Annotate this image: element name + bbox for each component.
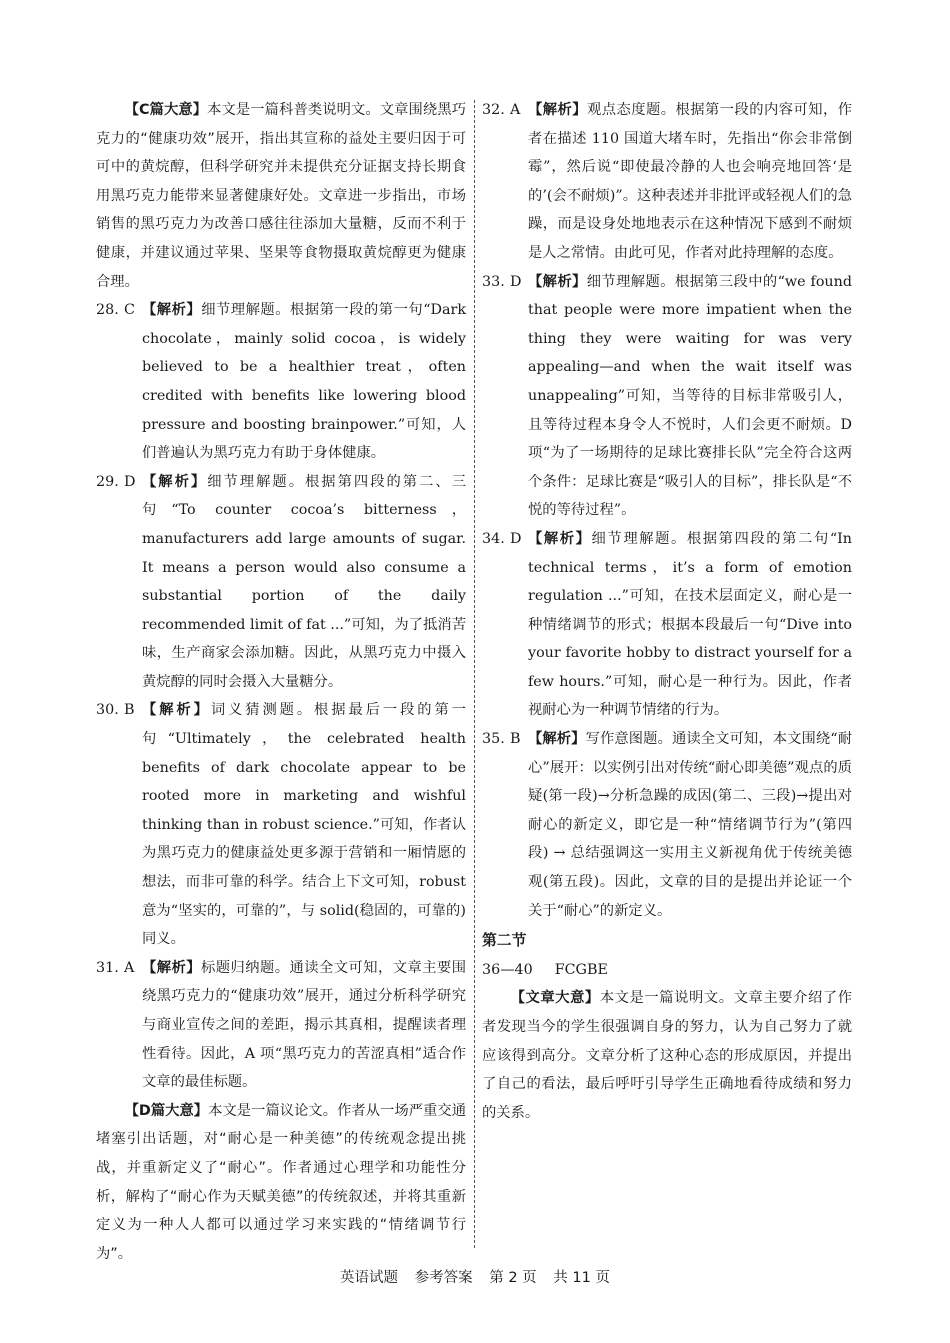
question-number: 28. (96, 302, 119, 319)
answer-range: 36—40 (482, 961, 533, 978)
analysis-tag: 【解析】 (142, 702, 211, 719)
analysis-tag: 【解析】 (528, 273, 587, 290)
analysis-tag: 【解析】 (528, 530, 592, 547)
right-column (482, 96, 852, 1127)
explanation (142, 696, 466, 953)
page-footer (0, 1266, 950, 1287)
analysis-tag: 【解析】 (142, 302, 202, 319)
explanation-text: 写作意图题。通读全文可知，本文围绕“耐心”展开：以实例引出对传统“耐心即美德”观点的质疑(第一段)→分析急躁的成因(第二、三段)→提出对耐心的新定义，即它是一种“情绪调节行为”(第四段) → 总结强调这一实用主义新视角优于传统美德观(第五段)。因此，文章的目的是提出并论证一个关于“耐心”的新定义。 (528, 731, 853, 919)
question-number: 29. (96, 473, 119, 490)
summary-text: 本文是一篇议论文。作者从一场严重交通堵塞引出话题，对“耐心是一种美德”的传统观念提出挑战，并重新定义了“耐心”。作者通过心理学和功能性分析，解构了“耐心作为天赋美德”的传统叙述，并将其重新定义为一种人人都可以通过学习来实践的“情绪调节行为”。 (96, 1102, 467, 1262)
explanation (142, 954, 466, 1097)
answer-letter: D (510, 273, 522, 290)
summary-text: 本文是一篇科普类说明文。文章围绕黑巧克力的“健康功效”展开，指出其宣称的益处主要归因于可可中的黄烷醇，但科学研究并未提供充分证据支持长期食用黑巧克力能带来显著健康好处。文章进一步指出，市场销售的黑巧克力为改善口感往往添加大量糖，反而不利于健康，并建议通过苹果、坚果等食物摄取黄烷醇更为健康合理。 (96, 102, 467, 290)
question-number: 32. (482, 102, 505, 118)
explanation (528, 725, 852, 925)
question-number: 33. (482, 273, 505, 290)
answer-letter: A (124, 959, 135, 976)
answer-item-34 (482, 525, 852, 725)
explanation (142, 468, 466, 697)
explanation (528, 268, 852, 525)
answer-item-32 (482, 96, 852, 268)
passage-c-summary (96, 96, 466, 296)
answer-item-33 (482, 268, 852, 525)
question-number: 31. (96, 959, 119, 976)
footer-doc-title: 参考答案 (414, 1270, 473, 1286)
question-number: 35. (482, 731, 505, 748)
footer-total-pages: 共 11 页 (553, 1270, 610, 1286)
answer-letter: B (124, 702, 135, 719)
left-column (96, 96, 466, 1268)
summary-tag: 【D篇大意】 (124, 1102, 209, 1119)
answer-letter: A (510, 102, 521, 118)
analysis-tag: 【解析】 (142, 473, 208, 490)
passage-d-summary (96, 1097, 466, 1269)
analysis-tag: 【解析】 (142, 959, 201, 976)
analysis-tag: 【解析】 (528, 731, 586, 748)
explanation (142, 296, 466, 468)
answer-item-28 (96, 296, 466, 468)
answer-key-line (482, 956, 852, 985)
section-title: 第二节 (482, 932, 527, 950)
answer-letter: D (124, 473, 136, 490)
explanation-text: 细节理解题。根据第三段中的“we found that people were more impatient when the thing they were waiting for was very appealing—and when the wait itself was unappealing”可知，当等待的目标非常吸引人，且等待过程本身令人不悦时，人们会更不耐烦。D 项“为了一场期待的足球比赛排长队”完全符合这两个条件：足球比赛是“吸引人的目标”，排长队是“不悦的等待过程”。 (528, 273, 852, 519)
summary-text: 本文是一篇说明文。文章主要介绍了作者发现当今的学生很强调自身的努力，认为自己努力了就应该得到高分。文章分析了这种心态的形成原因，并提出了自己的看法，最后呼吁引导学生正确地看待成绩和努力的关系。 (482, 990, 853, 1121)
summary-tag: 【文章大意】 (510, 990, 600, 1007)
answer-item-31 (96, 954, 466, 1097)
answer-item-30 (96, 696, 466, 953)
article-summary (482, 984, 852, 1127)
explanation-text: 观点态度题。根据第一段的内容可知，作者在描述 110 国道大堵车时，先指出“你会非常倒霉”，然后说“即使最冷静的人也会响亮地回答‘是的’(会不耐烦)”。这种表述并非批评或轻视人们的急躁，而是设身处地地表示在这种情况下感到不耐烦是人之常情。由此可见，作者对此持理解的态度。 (528, 102, 853, 261)
summary-tag: 【C篇大意】 (124, 102, 208, 118)
explanation-text: 标题归纳题。通读全文可知，文章主要围绕黑巧克力的“健康功效”展开，通过分析科学研究与商业宣传之间的差距，揭示其真相，提醒读者理性看待。因此，A 项“黑巧克力的苦涩真相”适合作文章的最佳标题。 (142, 959, 467, 1091)
analysis-tag: 【解析】 (528, 102, 587, 118)
explanation-text: 细节理解题。根据第一段的第一句“Dark chocolate，mainly solid cocoa，is widely believed to be a healthier treat，often credited with benefits like lowering blood pressure and boosting brainpower.”可知，人们普遍认为黑巧克力有助于身体健康。 (142, 302, 466, 462)
answer-item-29 (96, 468, 466, 697)
footer-page-number: 第 2 页 (489, 1270, 537, 1286)
footer-subject: 英语试题 (340, 1270, 399, 1286)
explanation-text: 细节理解题。根据第四段的第二、三句“To counter cocoa’s bitterness，manufacturers add large amounts of sugar. It means a person would also consume a substantial portion of the daily recommended limit of fat ...”可知，为了抵消苦味，生产商家会添加糖。因此，从黑巧克力中摄入黄烷醇的同时会摄入大量糖分。 (142, 473, 467, 690)
explanation (528, 96, 852, 268)
explanation (528, 525, 852, 725)
question-number: 34. (482, 530, 505, 547)
explanation-text: 细节理解题。根据第四段的第二句“In technical terms，it’s a form of emotion regulation ...”可知，在技术层面定义，耐心是一种情绪调节的形式；根据本段最后一句“Dive into your favorite hobby to distract yourself for a few hours.”可知，耐心是一种行为。因此，作者视耐心为一种调节情绪的行为。 (528, 530, 852, 719)
answer-letter: D (510, 530, 522, 547)
column-divider (474, 100, 475, 1248)
answer-letter: C (124, 302, 135, 319)
answer-letter: B (510, 731, 521, 748)
question-number: 30. (96, 702, 119, 719)
explanation-text: 词义猜测题。根据最后一段的第一句“Ultimately，the celebrated health benefits of dark chocolate appear to be rooted more in marketing and wishful thinking than in robust science.”可知，作者认为黑巧克力的健康益处更多源于营销和一厢情愿的想法，而非可靠的科学。结合上下文可知，robust 意为“坚实的，可靠的”，与 solid(稳固的，可靠的)同义。 (142, 702, 467, 948)
answer-key: FCGBE (554, 961, 608, 978)
answer-item-35 (482, 725, 852, 925)
